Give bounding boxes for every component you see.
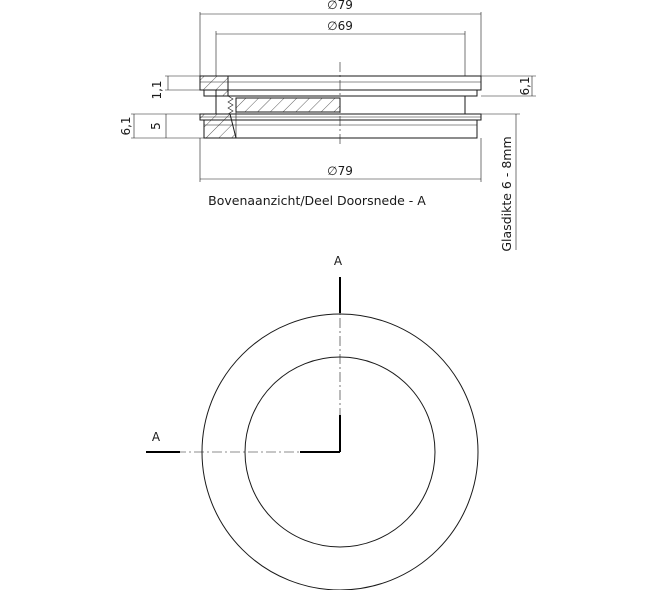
top-view [146,254,478,590]
view-title: Bovenaanzicht/Deel Doorsnede - A [208,193,426,208]
outer-diameter-top-label: ∅79 [327,0,353,12]
rosette-profile [200,62,481,146]
dimension-outer-diameter-top [200,0,481,76]
dimension-body-height [149,114,204,138]
dimension-outer-diameter-bottom [200,138,481,182]
section-mark-left: A [151,430,161,444]
total-height-right-label: 6,1 [518,76,532,96]
side-view [119,0,536,252]
total-height-left-label: 6,1 [119,116,133,136]
section-mark-top: A [333,254,343,268]
dimension-total-height-right [481,76,536,96]
outer-diameter-bottom-label: ∅79 [327,164,353,178]
glass-thickness-label: Glasdikte 6 - 8mm [499,136,514,252]
section-hatch-body [236,98,340,112]
thread-detail [228,96,233,114]
glass-thickness-marker [481,114,520,252]
body-height-label: 5 [149,122,163,130]
lip-height-label: 1,1 [150,80,164,100]
section-hatch-lower [200,114,236,138]
inner-diameter-label: ∅69 [327,19,353,33]
section-cut-line [146,277,340,452]
dimension-inner-diameter [216,19,465,76]
dimension-lip-height [150,76,200,100]
